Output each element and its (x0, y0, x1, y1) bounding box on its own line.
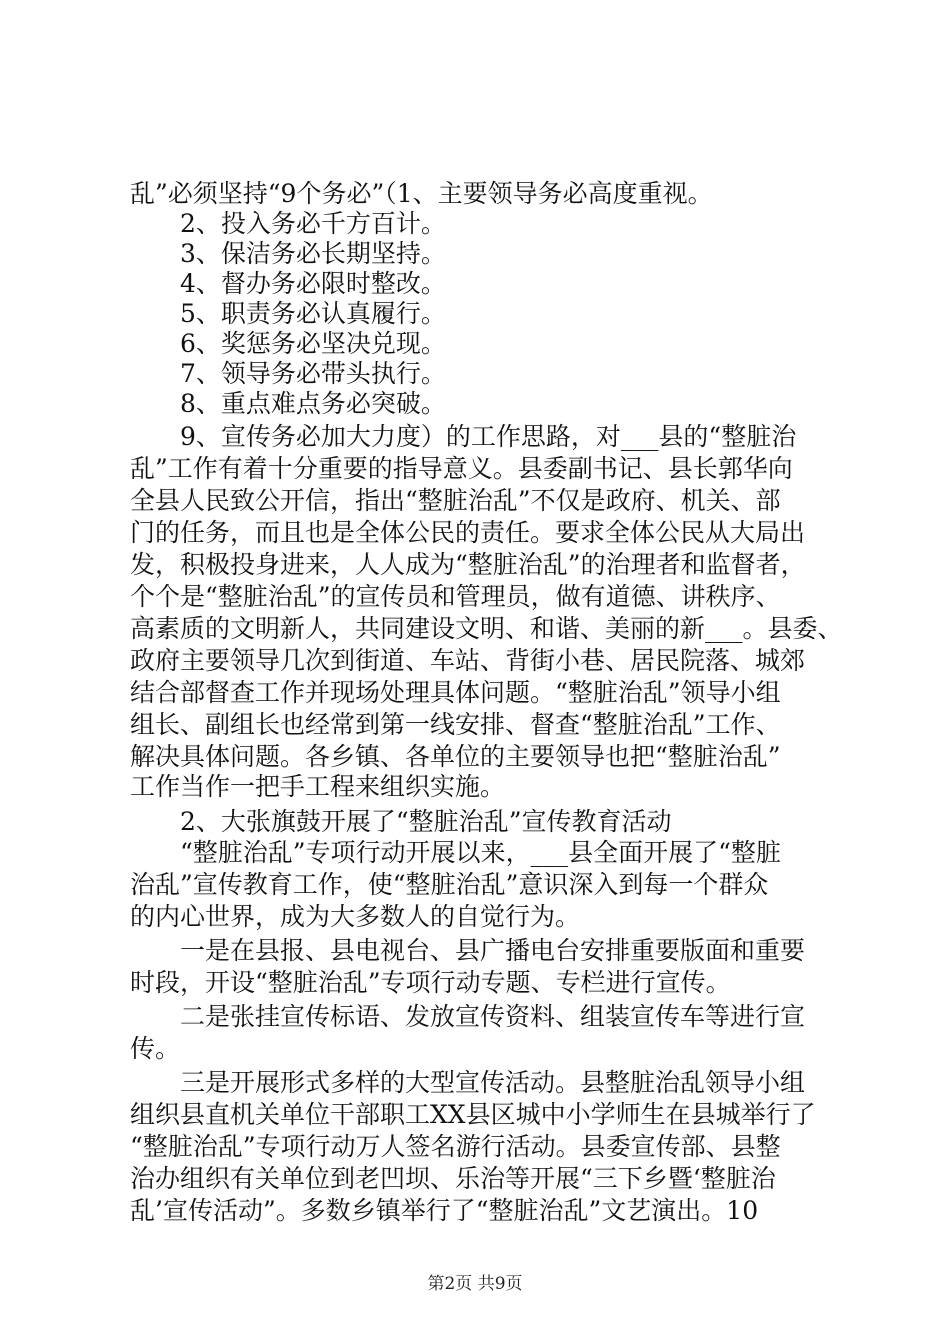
text-line: 政府主要领导几次到街道、车站、背街小巷、居民院落、城郊 (130, 646, 806, 675)
text-line: “整脏治乱”专项行动开展以来，___县全面开展了“整脏 (180, 838, 781, 867)
text-line: “整脏治乱”专项行动万人签名游行活动。县委宣传部、县整 (130, 1132, 781, 1161)
text-line: 乱”必须坚持“9个务必”（1、主要领导务必高度重视。 (130, 179, 713, 208)
text-line: 二是张挂宣传标语、发放宣传资料、组装宣传车等进行宣 (180, 1002, 806, 1031)
text-line: 3、保洁务必长期坚持。 (180, 239, 446, 268)
text-line: 解决具体问题。各乡镇、各单位的主要领导也把“整脏治乱” (130, 742, 781, 771)
text-line: 6、奖惩务必坚决兑现。 (180, 329, 446, 358)
text-line: 结合部督查工作并现场处理具体问题。“整脏治乱”领导小组 (130, 678, 781, 707)
text-line: 的内心世界，成为大多数人的自觉行为。 (130, 902, 581, 931)
text-line: 治乱”宣传教育工作，使“整脏治乱”意识深入到每一个群众 (130, 870, 769, 899)
text-line: 发，积极投身进来，人人成为“整脏治乱”的治理者和监督者， (130, 550, 806, 579)
text-line: 一是在县报、县电视台、县广播电台安排重要版面和重要 (180, 936, 806, 965)
text-line: 7、领导务必带头执行。 (180, 359, 446, 388)
text-line: 4、督办务必限时整改。 (180, 269, 446, 298)
text-line: 时段，开设“整脏治乱”专项行动专题、专栏进行宣传。 (130, 968, 731, 997)
text-line: 全县人民致公开信，指出“整脏治乱”不仅是政府、机关、部 (130, 486, 781, 515)
text-line: 传。 (130, 1034, 181, 1063)
text-line: 三是开展形式多样的大型宣传活动。县整脏治乱领导小组 (180, 1068, 806, 1097)
text-line: 门的任务，而且也是全体公民的责任。要求全体公民从大局出 (130, 518, 806, 547)
text-line: 高素质的文明新人，共同建设文明、和谐、美丽的新___。县委、 (130, 614, 843, 643)
text-line: 治办组织有关单位到老凹坝、乐治等开展“三下乡暨‘整脏治 (130, 1164, 776, 1193)
text-line: 工作当作一把手工程来组织实施。 (130, 772, 506, 801)
text-line: 8、重点难点务必突破。 (180, 389, 446, 418)
text-line: 乱’宣传活动”。多数乡镇举行了“整脏治乱”文艺演出。10 (130, 1196, 759, 1225)
text-line: 9、宣传务必加大力度）的工作思路，对___县的“整脏治 (180, 422, 797, 451)
page-number-footer: 第2页 共9页 (427, 1274, 523, 1294)
text-line: 组长、副组长也经常到第一线安排、督查“整脏治乱”工作、 (130, 710, 781, 739)
text-line: 5、职责务必认真履行。 (180, 299, 446, 328)
section-heading: 2、大张旗鼓开展了“整脏治乱”宣传教育活动 (180, 807, 672, 836)
text-line: 个个是“整脏治乱”的宣传员和管理员，做有道德、讲秩序、 (130, 582, 781, 611)
text-line: 乱”工作有着十分重要的指导意义。县委副书记、县长郭华向 (130, 454, 793, 483)
text-line: 组织县直机关单位干部职工XX县区城中小学师生在县城举行了 (130, 1100, 816, 1129)
text-line: 2、投入务必千方百计。 (180, 209, 446, 238)
